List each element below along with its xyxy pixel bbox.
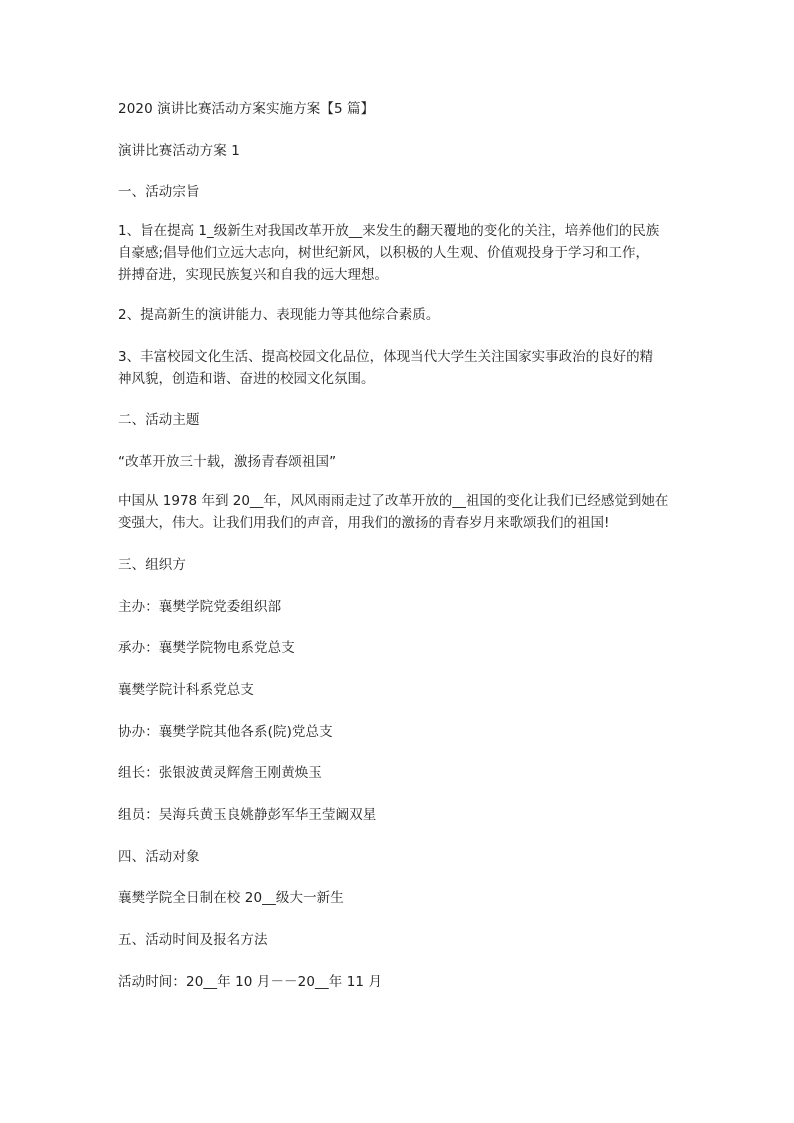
organizer-line: 承办：襄樊学院物电系党总支 (118, 640, 295, 656)
schedule-time-line: 活动时间：20__年 10 月－－20__年 11 月 (118, 974, 383, 990)
text-line: 自豪感;倡导他们立远大志向，树世纪新风，以积极的人生观、价值观投身于学习和工作， (118, 245, 650, 261)
group-leader-line: 组长：张银波黄灵辉詹王刚黄焕玉 (118, 765, 322, 781)
text-line: 3、丰富校园文化生活、提高校园文化品位，体现当代大学生关注国家实事政治的良好的精 (118, 349, 654, 365)
plan-subtitle: 演讲比赛活动方案 1 (118, 143, 240, 159)
text-line: 中国从 1978 年到 20__年，风风雨雨走过了改革开放的__祖国的变化让我们已经感觉到她在 (118, 493, 669, 509)
text-line: 拼搏奋进，实现民族复兴和自我的远大理想。 (118, 267, 388, 283)
text-line: 神风貌，创造和谐、奋进的校园文化氛围。 (118, 371, 375, 387)
text-line: 变强大，伟大。让我们用我们的声音，用我们的激扬的青春岁月来歌颂我们的祖国! (118, 515, 610, 531)
paragraph-purpose-3 (118, 346, 678, 390)
section-heading-schedule: 五、活动时间及报名方法 (118, 932, 268, 948)
organizer-line-2: 襄樊学院计科系党总支 (118, 682, 254, 698)
participants-line: 襄樊学院全日制在校 20__级大一新生 (118, 890, 344, 906)
section-heading-participants: 四、活动对象 (118, 849, 200, 865)
section-heading-organizers: 三、组织方 (118, 557, 186, 573)
text-line: 1、旨在提高 1_级新生对我国改革开放__来发生的翻天覆地的变化的关注，培养他们的民族 (118, 223, 660, 239)
theme-quote: “改革开放三十载，激扬青春颂祖国” (118, 454, 337, 470)
section-heading-theme: 二、活动主题 (118, 412, 200, 428)
group-members-line: 组员：吴海兵黄玉良姚静彭军华王莹阚双星 (118, 807, 377, 823)
co-organizer-line: 协办：襄樊学院其他各系(院)党总支 (118, 724, 333, 740)
document-title: 2020 演讲比赛活动方案实施方案【5 篇】 (118, 101, 375, 117)
paragraph-purpose-2: 2、提高新生的演讲能力、表现能力等其他综合素质。 (118, 307, 440, 323)
paragraph-purpose-1 (118, 220, 678, 286)
section-heading-purpose: 一、活动宗旨 (118, 184, 200, 200)
paragraph-theme-description (118, 490, 678, 534)
host-line: 主办：襄樊学院党委组织部 (118, 599, 282, 615)
